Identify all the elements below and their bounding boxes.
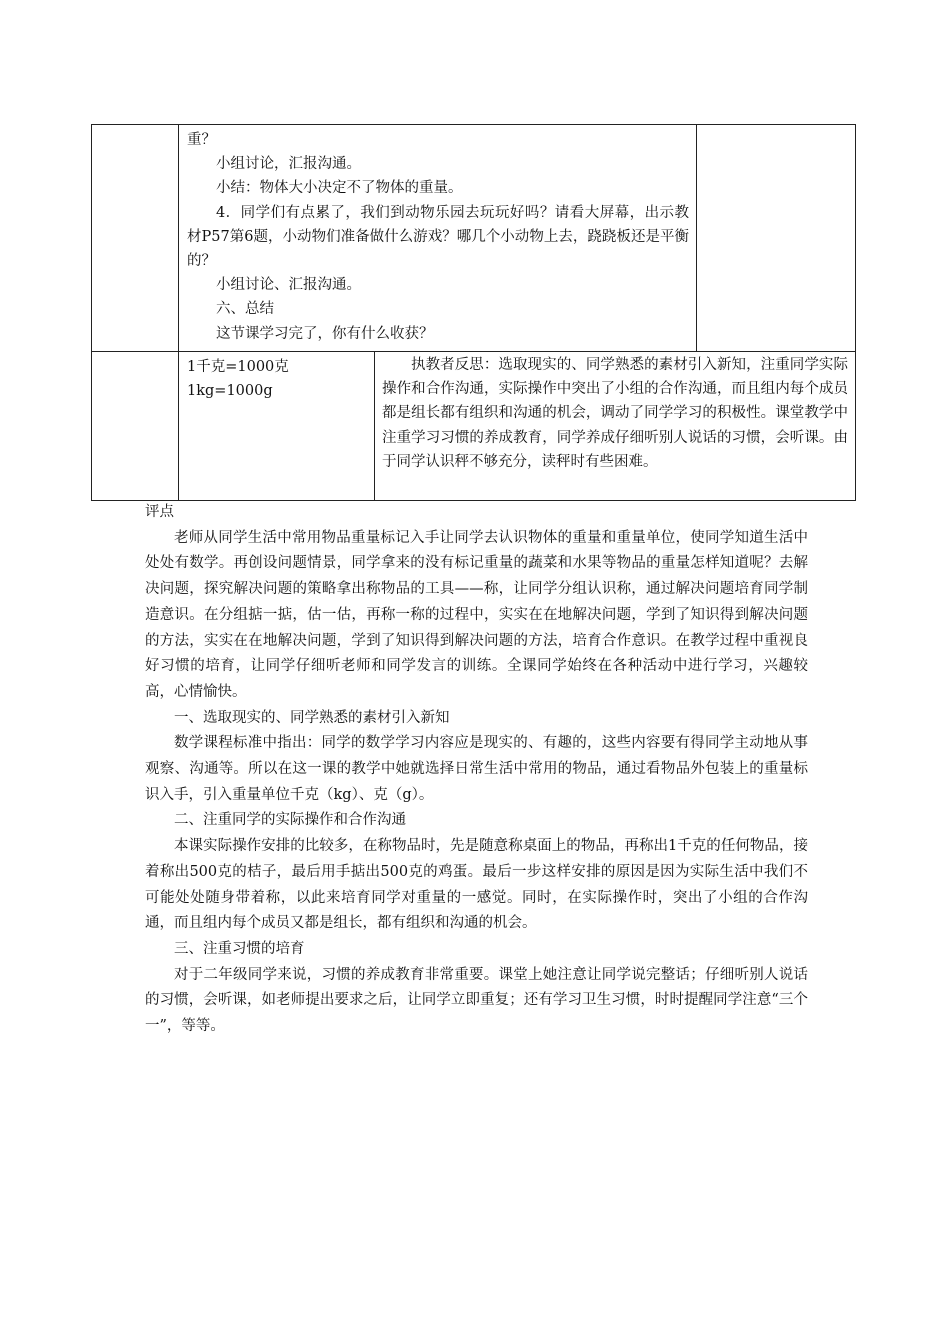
process-line: 小组讨论、汇报沟通。 <box>216 277 361 294</box>
table-row <box>92 125 856 352</box>
process-cell <box>179 125 697 352</box>
process-line: 小结：物体大小决定不了物体的重量。 <box>216 180 463 197</box>
lesson-plan-table <box>91 124 856 501</box>
review-paragraph: 对于二年级同学来说，习惯的养成教育非常重要。课堂上她注意让同学说完整话；仔细听别人说话的习惯，会听课，如老师提出要求之后，让同学立即重复；还有学习卫生习惯，时时提醒同学注意“三个一”，等等。 <box>145 966 808 1035</box>
review-paragraph: 老师从同学生活中常用物品重量标记入手让同学去认识物体的重量和重量单位，使同学知道生活中处处有数学。再创设问题情景，同学拿来的没有标记重量的蔬菜和水果等物品的重量怎样知道呢？去解决问题，探究解决问题的策略拿出称物品的工具——称，让同学分组认识称，通过解决问题培育同学制造意识。在分组掂一掂，估一估，再称一称的过程中，实实在在地解决问题，学到了知识得到解决问题的方法，实实在在地解决问题，学到了知识得到解决问题的方法，培育合作意识。在教学过程中重视良好习惯的培育，让同学仔细听老师和同学发言的训练。全课同学始终在各种活动中进行学习，兴趣较高，心情愉快。 <box>145 529 808 700</box>
board-line: 1千克=1000克 <box>187 359 289 375</box>
process-line: 4．同学们有点累了，我们到动物乐园去玩玩好吗？请看大屏幕，出示教材P57第6题，小动物们准备做什么游戏？哪几个小动物上去，跷跷板还是平衡的？ <box>187 204 689 270</box>
section-heading: 一、选取现实的、同学熟悉的素材引入新知 <box>174 709 450 726</box>
label-cell <box>92 352 179 501</box>
process-line: 重？ <box>187 132 216 148</box>
label-cell <box>92 125 179 352</box>
table-row <box>92 352 856 501</box>
process-line: 这节课学习完了，你有什么收获？ <box>216 325 434 342</box>
review-paragraph: 本课实际操作安排的比较多，在称物品时，先是随意称桌面上的物品，再称出1千克的任何物品，接着称出500克的桔子，最后用手掂出500克的鸡蛋。最后一步这样安排的原因是因为实际生活中我们不可能处处随身带着称，以此来培育同学对重量的一感觉。同时，在实际操作时，突出了小组的合作沟通，而且组内每个成员又都是组长，都有组织和沟通的机会。 <box>145 838 808 932</box>
process-line: 六、总结 <box>216 301 274 318</box>
process-line: 小组讨论，汇报沟通。 <box>216 156 361 173</box>
review-section <box>145 500 808 1040</box>
reflection-text: 执教者反思：选取现实的、同学熟悉的素材引入新知，注重同学实际操作和合作沟通，实际操作中突出了小组的合作沟通，而且组内每个成员都是组长都有组织和沟通的机会，调动了同学学习的积极性。课堂教学中注重学习习惯的养成教育，同学养成仔细听别人说话的习惯，会听课。由于同学认识秤不够充分，读秤时有些困难。 <box>382 357 848 470</box>
reflection-cell <box>375 352 856 501</box>
board-cell <box>179 352 375 501</box>
board-line: 1kg=1000g <box>187 383 273 400</box>
section-heading: 三、注重习惯的培育 <box>174 940 305 957</box>
section-heading: 二、注重同学的实际操作和合作沟通 <box>174 812 406 829</box>
review-paragraph: 数学课程标准中指出：同学的数学学习内容应是现实的、有趣的，这些内容要有得同学主动地从事观察、沟通等。所以在这一课的教学中她就选择日常生活中常用的物品，通过看物品外包装上的重量标识入手，引入重量单位千克（kg）、克（g）。 <box>145 735 808 803</box>
review-heading: 评点 <box>145 504 174 520</box>
notes-cell <box>697 125 856 352</box>
